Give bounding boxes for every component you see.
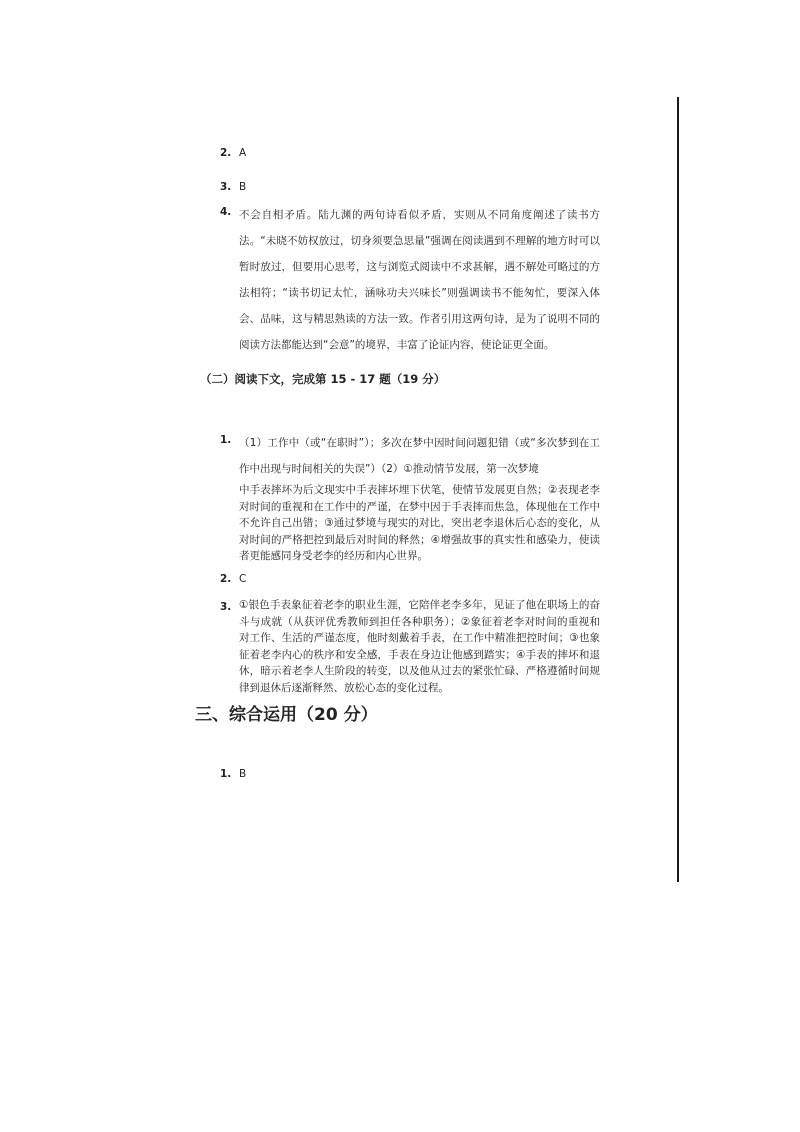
item-text: C: [239, 573, 247, 585]
item-text: B: [239, 181, 247, 193]
item-number: 2.: [220, 147, 232, 159]
answer-item: [220, 143, 600, 164]
answer-item: [220, 430, 600, 565]
item-number: 1.: [220, 434, 232, 446]
item-number: 4.: [220, 206, 232, 218]
answer-item: [220, 202, 600, 358]
item-number: 1.: [220, 768, 232, 780]
item-text: ①银色手表象征着老李的职业生涯，它陪伴老李多年，见证了他在职场上的奋斗与成就（从获评优秀教师到担任各种职务）；②象征着老李对时间的重视和对工作、生活的严谨态度，他时刻戴着手表，在工作中精准把控时间；③也象征着老李内心的秩序和安全感，手表在身边让他感到踏实；④手表的摔坏和退休，暗示着老李人生阶段的转变，以及他从过去的紧张忙碌、严格遵循时间规律到退休后逐渐释然、放松心态的变化过程。: [239, 599, 600, 694]
item-text: B: [239, 768, 247, 780]
section-heading: 三、综合运用（20 分）: [195, 705, 378, 725]
item-number: 3.: [220, 601, 232, 613]
item-text: （1）工作中（或“在职时”）；多次在梦中因时间问题犯错（或“多次梦到在工作中出现与时间相关的失误”）（2）①推动情节发展，第一次梦境: [239, 437, 600, 475]
item-text-continued: 中手表摔坏为后文现实中手表摔坏埋下伏笔，使情节发展更自然；②表现老李对时间的重视和在工作中的严谨，在梦中因于手表摔而焦急，体现他在工作中不允许自己出错；③通过梦境与现实的对比，突出老李退休后心态的变化，从对时间的严格把控到最后对时间的释然；④增强故事的真实性和感染力，使读者更能感同身受老李的经历和内心世界。: [239, 484, 600, 562]
margin-rule: [677, 97, 679, 882]
answer-item: [220, 177, 600, 198]
answer-item: [220, 597, 600, 696]
item-number: 2.: [220, 573, 232, 585]
item-text: A: [239, 147, 247, 159]
item-text: 不会自相矛盾。陆九渊的两句诗看似矛盾，实则从不同角度阐述了读书方法。“未晓不妨权放过，切身须要急思量”强调在阅读遇到不理解的地方时可以暂时放过，但要用心思考，这与浏览式阅读中不求甚解，遇不解处可略过的方法相符；“读书切记太忙，涵咏功夫兴味长”则强调读书不能匆忙，要深入体会、品味，这与精思熟读的方法一致。作者引用这两句诗，是为了说明不同的阅读方法都能达到“会意”的境界，丰富了论证内容，使论证更全面。: [239, 209, 600, 351]
answer-item: [220, 569, 600, 590]
answer-item: [220, 764, 600, 785]
item-number: 3.: [220, 181, 232, 193]
section-heading: （二）阅读下文，完成第 15 - 17 题（19 分）: [200, 372, 446, 386]
